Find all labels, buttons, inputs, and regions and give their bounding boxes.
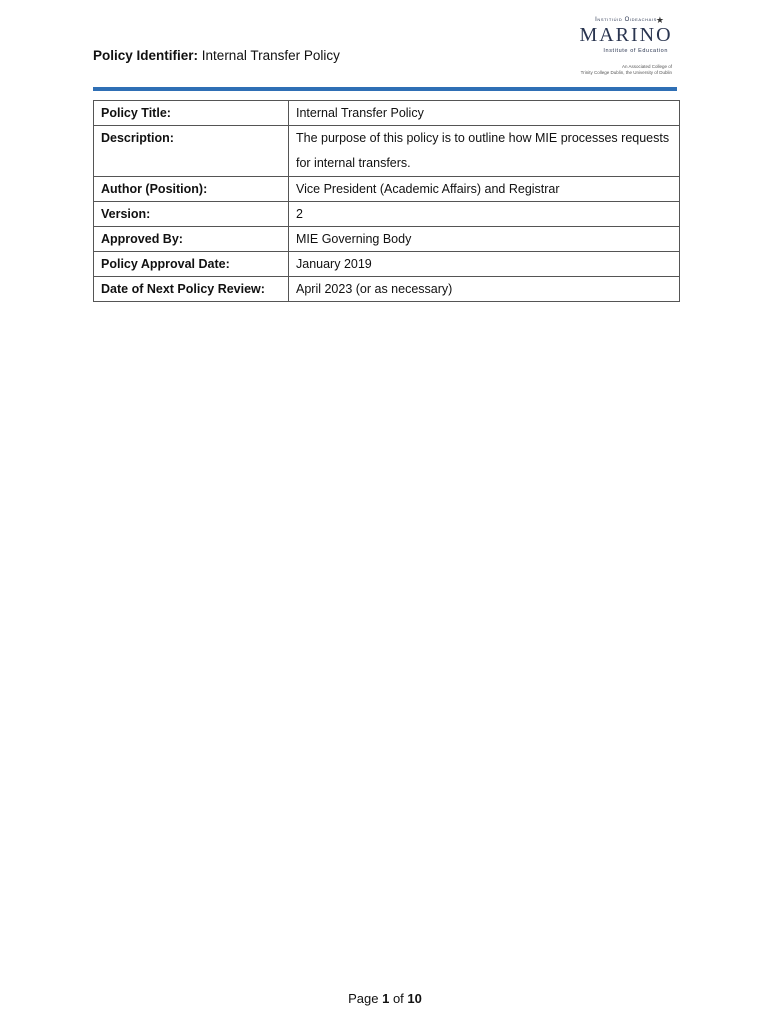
- policy-identifier-label: Policy Identifier:: [93, 48, 199, 63]
- logo-institute: Institute of Education: [603, 48, 668, 54]
- row-value: The purpose of this policy is to outline how MIE processes requests for internal transfers.: [289, 126, 680, 177]
- row-label: Approved By:: [94, 227, 289, 252]
- logo-irish-name: Institiúid Oideachais: [595, 17, 657, 23]
- row-value: Internal Transfer Policy: [289, 101, 680, 126]
- table-row: [94, 101, 680, 126]
- row-value: 2: [289, 202, 680, 227]
- page-current: 1: [382, 991, 390, 1006]
- logo-association-line1: An Associated College of: [621, 64, 672, 69]
- row-label: Policy Approval Date:: [94, 252, 289, 277]
- page-number: [0, 991, 770, 1006]
- row-value: Vice President (Academic Affairs) and Registrar: [289, 177, 680, 202]
- logo-association-line2: Trinity College Dublin, the University of Dublin: [580, 70, 672, 75]
- logo-name: MARINO: [579, 24, 673, 46]
- row-label: Description:: [94, 126, 289, 177]
- policy-details-table: [93, 100, 680, 302]
- page-of: of: [392, 991, 404, 1006]
- row-value: MIE Governing Body: [289, 227, 680, 252]
- policy-identifier-value: Internal Transfer Policy: [201, 48, 340, 63]
- logo-association: [574, 64, 678, 76]
- marino-logo: [574, 14, 678, 86]
- row-label: Version:: [94, 202, 289, 227]
- page-total: 10: [407, 991, 422, 1006]
- row-value: January 2019: [289, 252, 680, 277]
- table-row: [94, 252, 680, 277]
- row-label: Date of Next Policy Review:: [94, 277, 289, 302]
- policy-identifier: [93, 48, 340, 63]
- table-row: [94, 177, 680, 202]
- table-row: [94, 227, 680, 252]
- row-label: Author (Position):: [94, 177, 289, 202]
- page-prefix: Page: [348, 991, 379, 1006]
- table-row: [94, 277, 680, 302]
- table-row: [94, 126, 680, 177]
- row-label: Policy Title:: [94, 101, 289, 126]
- table-row: [94, 202, 680, 227]
- header-divider: [93, 87, 677, 91]
- row-value: April 2023 (or as necessary): [289, 277, 680, 302]
- star-icon: ★: [655, 15, 664, 25]
